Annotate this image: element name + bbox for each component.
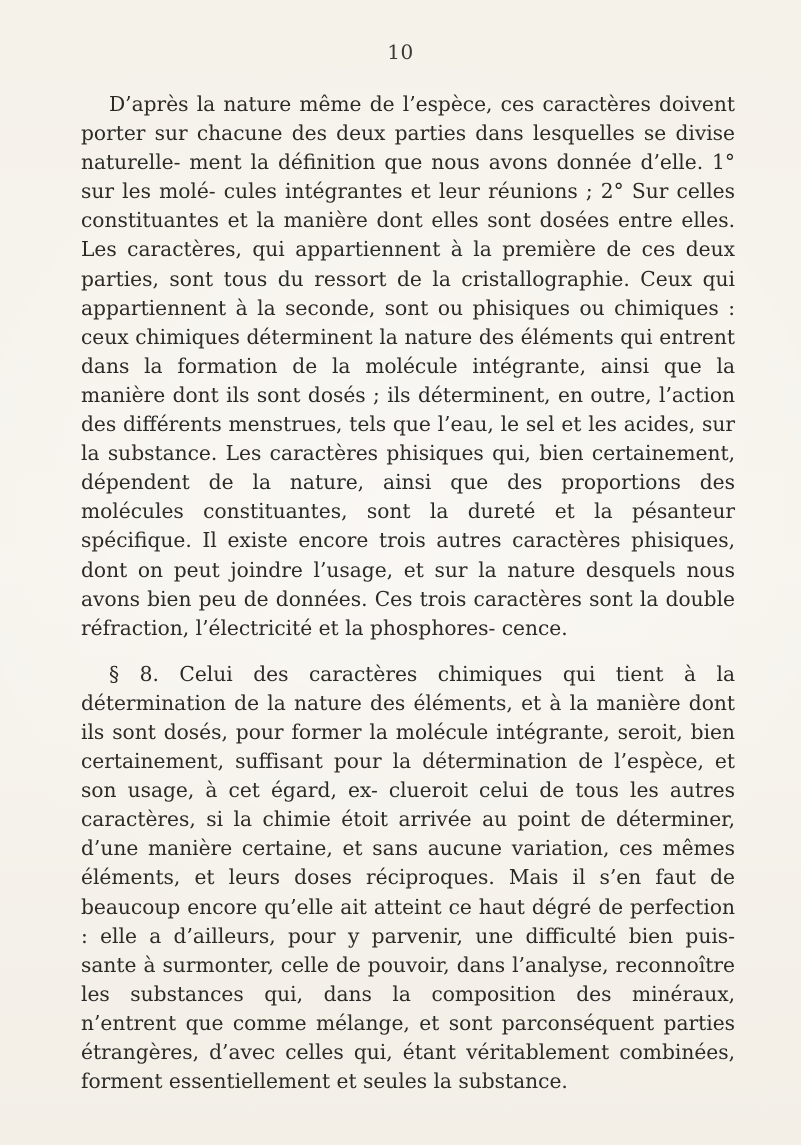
paragraph-characters-by-species: D’après la nature même de l’espèce, ces caractères doivent porter sur chacune des deux parties dans lesquelles se divise naturelle- ment la définition que nous avons donnée d’elle. 1° sur les molé- cules intégrantes et leur réunions ; 2° Sur celles constituantes et la manière dont elles sont dosées entre elles. Les caractères, qui appartiennent à la première de ces deux parties, sont tous du ressort de la cristallographie. Ceux qui appartiennent à la seconde, sont ou phisiques ou chimiques : ceux chimiques déterminent la nature des éléments qui entrent dans la formation de la molécule intégrante, ainsi que la manière dont ils sont dosés ; ils déterminent, en outre, l’action des différents menstrues, tels que l’eau, le sel et les acides, sur la substance. Les caractères phisiques qui, bien certainement, dépendent de la nature, ainsi que des proportions des molécules constituantes, sont la dureté et la pésanteur spécifique. Il existe encore trois autres caractères phisiques, dont on peut joindre l’usage, et sur la nature desquels nous avons bien peu de données. Ces trois caractères sont la double réfraction, l’électricité et la phosphores- cence. (81, 92, 735, 640)
page-number: 10 (387, 40, 414, 64)
paragraph-section-8: § 8. Celui des caractères chimiques qui tient à la détermination de la nature des éléments, et à la manière dont ils sont dosés, pour former la molécule intégrante, seroit, bien certainement, suffisant pour la détermination de l’espèce, et son usage, à cet égard, ex- clueroit celui de tous les autres caractères, si la chimie étoit arrivée au point de déterminer, d’une manière certaine, et sans aucune variation, ces mêmes éléments, et leurs doses réciproques. Mais il s’en faut de beaucoup encore qu’elle ait atteint ce haut dégré de perfection : elle a d’ailleurs, pour y parvenir, une difficulté bien puis- sante à surmonter, celle de pouvoir, dans l’analyse, reconnoître les substances qui, dans la composition des minéraux, n’entrent que comme mélange, et sont parconséquent parties étrangères, d’avec celles qui, étant véritablement combinées, forment essentiellement et seules la substance. (81, 661, 735, 1094)
page-body (81, 90, 735, 1096)
